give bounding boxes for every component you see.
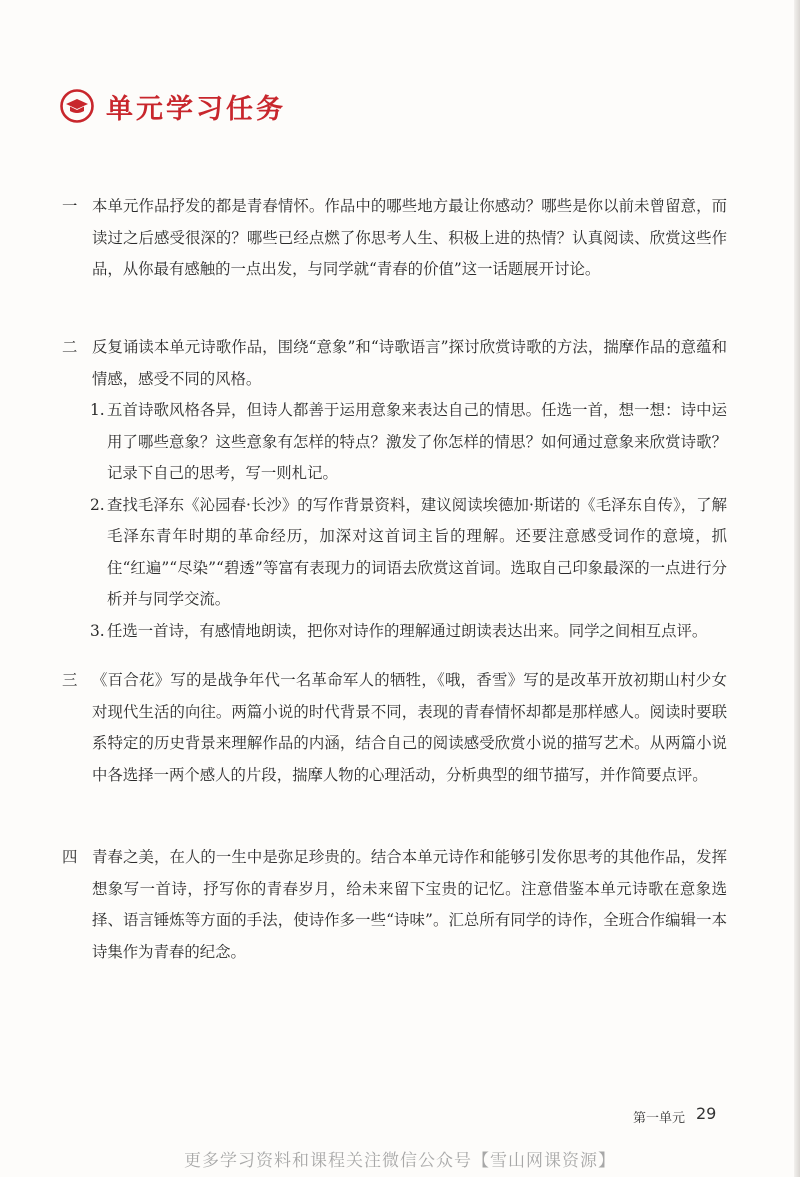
task-text: 本单元作品抒发的都是青春情怀。作品中的哪些地方最让你感动？哪些是你以前未曾留意，而读过之后感受很深的？哪些已经点燃了你思考人生、积极上进的热情？认真阅读、欣赏这些作品，从你最有感触的一点出发，与同学就“青春的价值”这一话题展开讨论。 <box>92 197 727 278</box>
task-2-item-1 <box>90 395 727 490</box>
unit-label: 第一单元 <box>633 1111 686 1126</box>
task-3 <box>62 665 727 791</box>
graduation-cap-icon <box>60 89 94 123</box>
item-number: 2. <box>90 495 105 514</box>
section-header <box>60 88 286 124</box>
item-text: 五首诗歌风格各异，但诗人都善于运用意象来表达自己的情思。任选一首，想一想：诗中运用了哪些意象？这些意象有怎样的特点？激发了你怎样的情思？如何通过意象来欣赏诗歌？记录下自己的思考，写一则札记。 <box>107 401 727 482</box>
task-text: 青春之美，在人的一生中是弥足珍贵的。结合本单元诗作和能够引发你思考的其他作品，发挥想象写一首诗，抒写你的青春岁月，给未来留下宝贵的记忆。注意借鉴本单元诗歌在意象选择、语言锤炼等方面的手法，使诗作多一些“诗味”。汇总所有同学的诗作，全班合作编辑一本诗集作为青春的纪念。 <box>92 848 727 961</box>
task-text: 反复诵读本单元诗歌作品，围绕“意象”和“诗歌语言”探讨欣赏诗歌的方法，揣摩作品的意蕴和情感，感受不同的风格。 <box>92 338 727 388</box>
item-number: 3. <box>90 621 105 640</box>
page-title: 单元学习任务 <box>106 93 286 125</box>
item-text: 查找毛泽东《沁园春·长沙》的写作背景资料，建议阅读埃德加·斯诺的《毛泽东自传》，了解毛泽东青年时期的革命经历，加深对这首词主旨的理解。还要注意感受词作的意境，抓住“红遍”“尽染”“碧透”等富有表现力的词语去欣赏这首词。选取自己印象最深的一点进行分析并与同学交流。 <box>107 495 727 608</box>
page-edge-shadow <box>794 0 800 1177</box>
task-number: 二 <box>62 338 78 356</box>
task-4 <box>62 842 727 968</box>
task-2-item-3 <box>90 616 727 648</box>
task-text: 《百合花》写的是战争年代一名革命军人的牺牲，《哦，香雪》写的是改革开放初期山村少女对现代生活的向往。两篇小说的时代背景不同，表现的青春情怀却都是那样感人。阅读时要联系特定的历史背景来理解作品的内涵，结合自己的阅读感受欣赏小说的描写艺术。从两篇小说中各选择一两个感人的片段，揣摩人物的心理活动，分析典型的细节描写，并作简要点评。 <box>92 671 727 784</box>
task-number: 四 <box>62 848 78 866</box>
task-number: 三 <box>62 671 78 689</box>
task-number: 一 <box>62 197 78 215</box>
watermark-text: 更多学习资料和课程关注微信公众号【雪山网课资源】 <box>184 1151 616 1171</box>
item-text: 任选一首诗，有感情地朗读，把你对诗作的理解通过朗读表达出来。同学之间相互点评。 <box>107 621 708 640</box>
task-1 <box>62 191 727 286</box>
task-2 <box>62 332 727 647</box>
item-number: 1. <box>90 401 105 419</box>
page-number: 29 <box>696 1104 717 1123</box>
task-2-item-2 <box>90 490 727 616</box>
